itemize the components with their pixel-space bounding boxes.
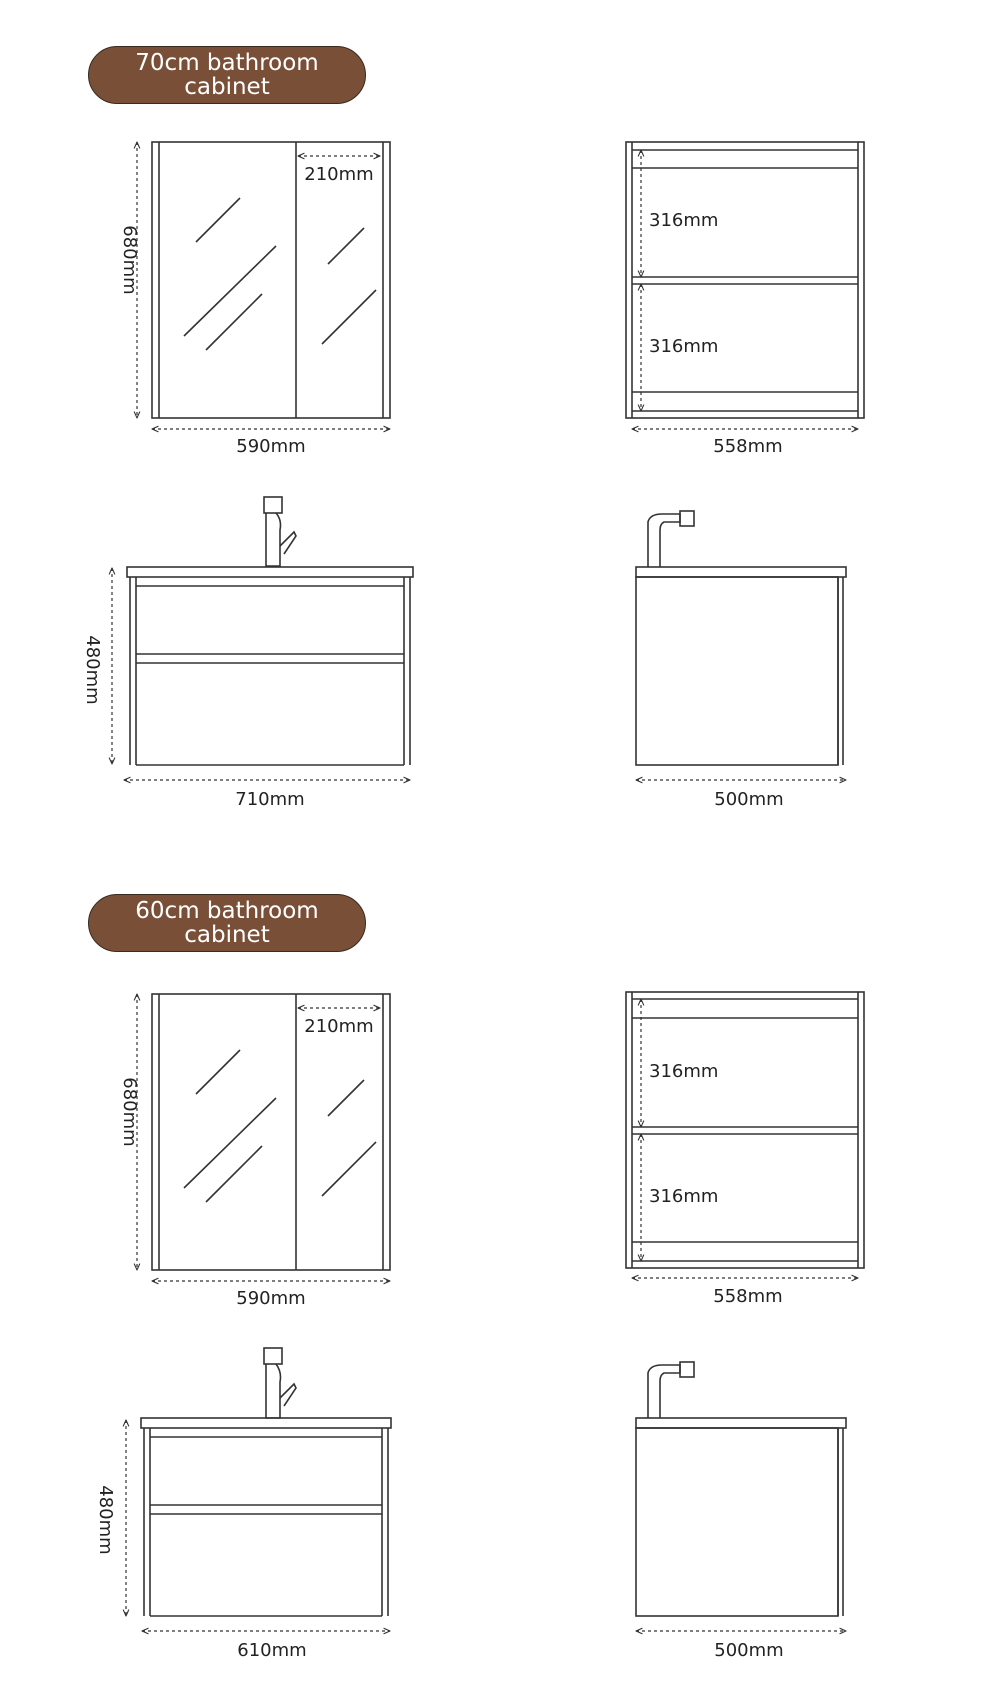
mirror-cabinet-front xyxy=(137,142,390,429)
vanity-side-width-label: 500mm xyxy=(714,789,784,810)
mirror-height-label: 680mm xyxy=(119,1077,140,1147)
vanity-width-label: 710mm xyxy=(235,789,305,810)
mirror-cabinet-side xyxy=(626,992,864,1278)
vanity-width-label: 610mm xyxy=(237,1640,307,1661)
mirror-cabinet-front xyxy=(137,994,390,1281)
section-70cm xyxy=(112,142,864,780)
mirror-side-shelf-top-label: 316mm xyxy=(649,1061,719,1082)
vanity-front xyxy=(126,1348,391,1631)
section-title-line1: 60cm bathroom xyxy=(135,898,319,924)
section-title-line1: 70cm bathroom xyxy=(135,50,319,76)
mirror-height-label: 680mm xyxy=(119,225,140,295)
mirror-width-label: 590mm xyxy=(236,436,306,457)
section-title-line2: cabinet xyxy=(184,922,270,948)
section-60cm xyxy=(126,992,864,1631)
mirror-side-shelf-top-label: 316mm xyxy=(649,210,719,231)
section-title-line2: cabinet xyxy=(184,74,270,100)
mirror-door-width-label: 210mm xyxy=(304,164,374,185)
mirror-side-shelf-bottom-label: 316mm xyxy=(649,336,719,357)
mirror-side-shelf-bottom-label: 316mm xyxy=(649,1186,719,1207)
mirror-side-width-label: 558mm xyxy=(713,1286,783,1307)
mirror-side-width-label: 558mm xyxy=(713,436,783,457)
vanity-side-width-label: 500mm xyxy=(714,1640,784,1661)
mirror-width-label: 590mm xyxy=(236,1288,306,1309)
mirror-cabinet-side xyxy=(626,142,864,429)
vanity-side xyxy=(636,1362,846,1631)
vanity-height-label: 480mm xyxy=(95,1485,116,1555)
mirror-door-width-label: 210mm xyxy=(304,1016,374,1037)
vanity-front xyxy=(112,497,413,780)
vanity-side xyxy=(636,511,846,780)
vanity-height-label: 480mm xyxy=(82,635,103,705)
